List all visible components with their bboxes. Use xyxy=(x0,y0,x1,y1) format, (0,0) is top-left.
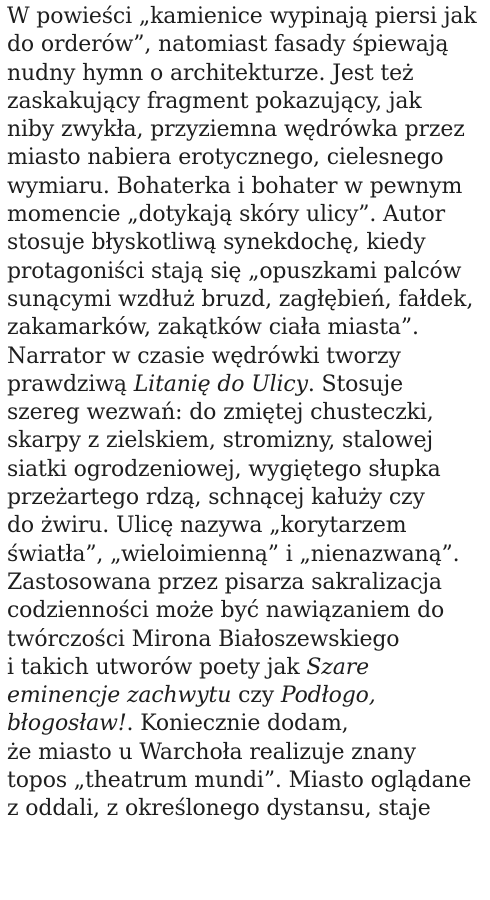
text-line xyxy=(7,568,485,596)
text-line xyxy=(7,143,485,171)
text-line xyxy=(7,228,485,256)
text-span: . Koniecznie dodam, xyxy=(126,710,349,737)
text-line xyxy=(7,455,485,483)
text-line xyxy=(7,313,485,341)
text-line xyxy=(7,483,485,511)
italic-title: Podłogo, xyxy=(280,682,376,709)
text-span: Narrator w czasie wędrówki tworzy xyxy=(7,342,401,369)
text-line xyxy=(7,398,485,426)
text-line xyxy=(7,709,485,737)
text-line xyxy=(7,257,485,285)
text-line xyxy=(7,87,485,115)
text-span: z oddali, z określonego dystansu, staje xyxy=(7,795,431,822)
italic-title: eminencje zachwytu xyxy=(7,682,232,709)
text-line xyxy=(7,370,485,398)
text-span: protagoniści stają się „opuszkami palców xyxy=(7,257,462,284)
text-line xyxy=(7,2,485,30)
text-span: skarpy z zielskiem, stromizny, stalowej xyxy=(7,427,434,454)
italic-title: błogosław! xyxy=(7,710,127,737)
text-span: siatki ogrodzeniowej, wygiętego słupka xyxy=(7,455,441,482)
text-span: niby zwykła, przyziemna wędrówka przez xyxy=(7,116,465,143)
text-span: czy xyxy=(231,682,281,709)
text-span: zaskakujący fragment pokazujący, jak xyxy=(7,87,422,114)
article-body xyxy=(7,2,487,823)
text-line xyxy=(7,681,485,709)
text-span: wymiaru. Bohaterka i bohater w pewnym xyxy=(7,172,463,199)
text-span: codzienności może być nawiązaniem do xyxy=(7,597,445,624)
text-span: że miasto u Warchoła realizuje znany xyxy=(7,738,416,765)
text-line xyxy=(7,59,485,87)
text-span: topos „theatrum mundi”. Miasto oglądane xyxy=(7,767,472,794)
text-line xyxy=(7,30,485,58)
text-line xyxy=(7,653,485,681)
italic-title: Szare xyxy=(306,653,369,680)
text-span: stosuje błyskotliwą synekdochę, kiedy xyxy=(7,229,426,256)
text-span: . Stosuje xyxy=(307,370,403,397)
text-span: sunącymi wzdłuż bruzd, zagłębień, fałdek, xyxy=(7,285,474,312)
text-line xyxy=(7,794,485,822)
text-line xyxy=(7,766,485,794)
text-span: szereg wezwań: do zmiętej chusteczki, xyxy=(7,399,434,426)
text-line xyxy=(7,540,485,568)
text-span: przeżartego rdzą, schnącej kałuży czy xyxy=(7,484,425,511)
text-span: do żwiru. Ulicę nazywa „korytarzem xyxy=(7,512,407,539)
text-line xyxy=(7,596,485,624)
text-span: nudny hymn o architekturze. Jest też xyxy=(7,59,414,86)
text-span: zakamarków, zakątków ciała miasta”. xyxy=(7,314,419,341)
text-line xyxy=(7,342,485,370)
text-line xyxy=(7,426,485,454)
text-line xyxy=(7,285,485,313)
text-line xyxy=(7,738,485,766)
italic-title: Litanię do Ulicy xyxy=(133,370,308,397)
text-line xyxy=(7,200,485,228)
text-span: twórczości Mirona Białoszewskiego xyxy=(7,625,400,652)
text-span: światła”, „wieloimienną” i „nienazwaną”. xyxy=(7,540,460,567)
text-line xyxy=(7,511,485,539)
text-span: W powieści „kamienice wypinają piersi jak xyxy=(7,3,477,29)
text-span: do orderów”, natomiast fasady śpiewają xyxy=(7,31,449,58)
text-span: prawdziwą xyxy=(7,370,134,397)
text-span: momencie „dotykają skóry ulicy”. Autor xyxy=(7,201,445,228)
text-line xyxy=(7,115,485,143)
text-span: Zastosowana przez pisarza sakralizacja xyxy=(7,568,442,595)
text-span: miasto nabiera erotycznego, cielesnego xyxy=(7,144,444,171)
text-line xyxy=(7,625,485,653)
text-line xyxy=(7,172,485,200)
text-span: i takich utworów poety jak xyxy=(7,653,307,680)
